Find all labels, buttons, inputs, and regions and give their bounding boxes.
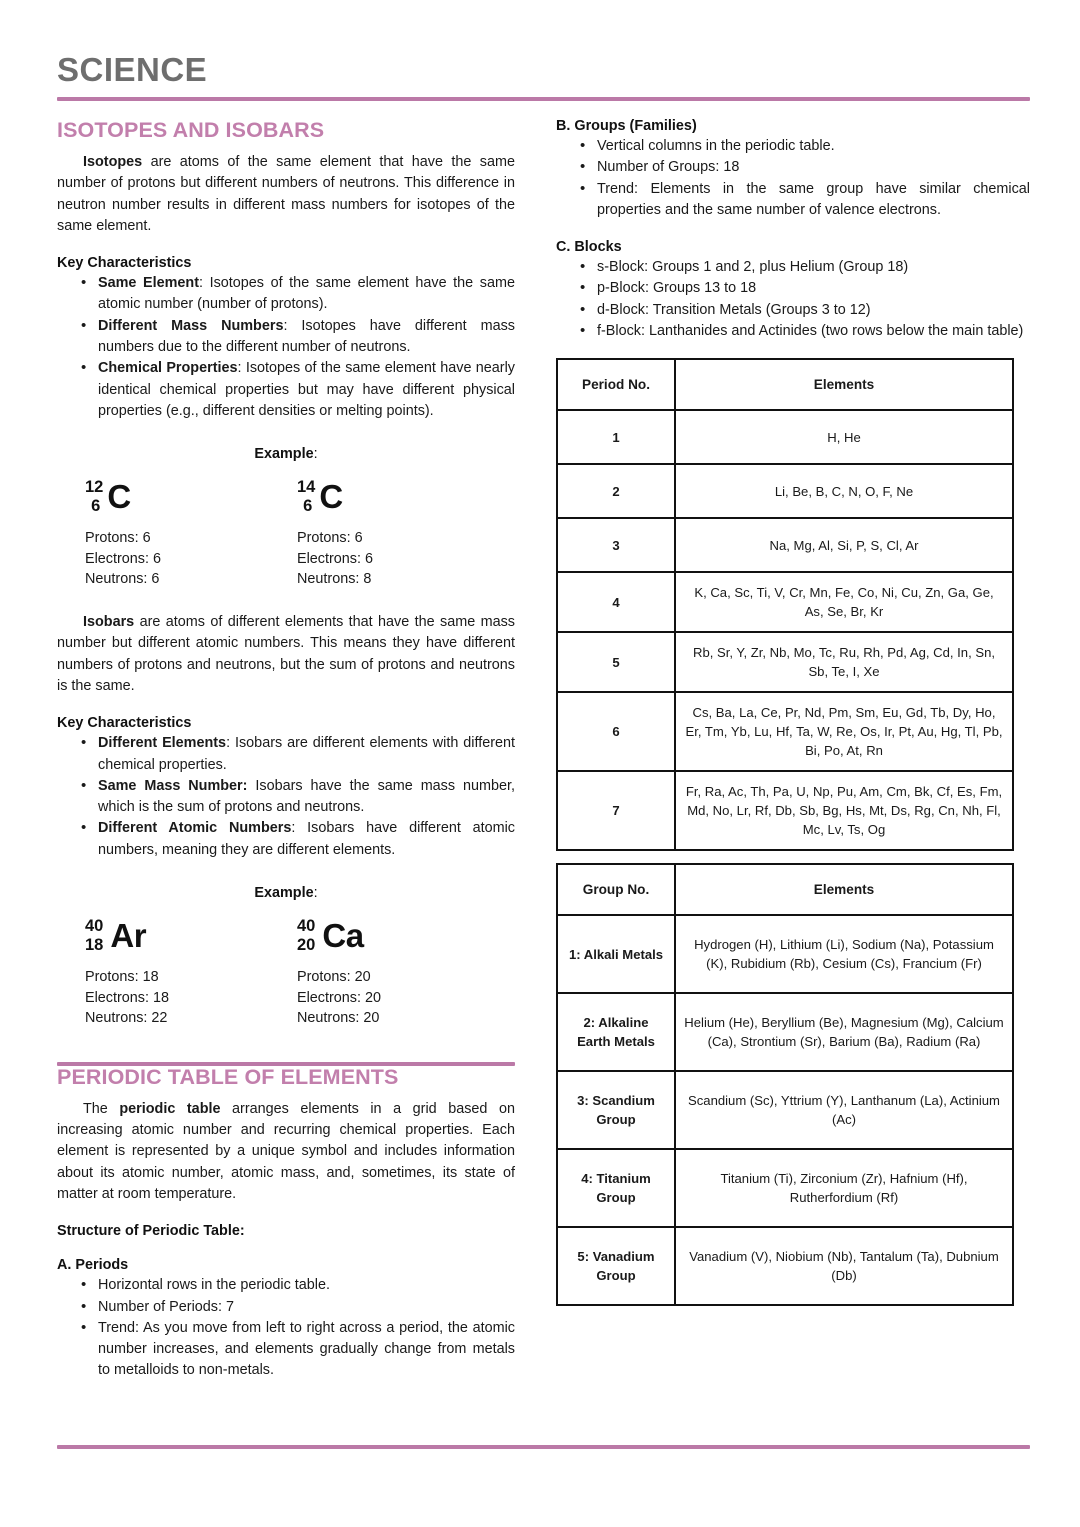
protons-count: Protons: 20 <box>297 969 371 986</box>
cell-group-no: 3: Scandium Group <box>557 1071 675 1149</box>
table-row <box>557 1149 1013 1227</box>
column-header-elements: Elements <box>675 359 1013 410</box>
periods-table <box>556 358 1014 851</box>
nuclide-notation <box>85 911 265 961</box>
cell-elements: Li, Be, B, C, N, O, F, Ne <box>675 464 1013 518</box>
masthead <box>57 52 1030 88</box>
periodic-intro-pre: The <box>83 1100 120 1117</box>
cell-elements: Vanadium (V), Niobium (Nb), Tantalum (Ta), Dubnium (Db) <box>675 1227 1013 1305</box>
nuclide-numbers <box>297 917 318 955</box>
isobars-intro-text: are atoms of different elements that have the same mass number but different atomic numbers. This means they have different numbers of protons and neutrons, but the sum of protons and neutrons is the same. <box>57 614 515 694</box>
nuclide-numbers <box>85 478 103 516</box>
groups-heading: B. Groups (Families) <box>556 118 697 134</box>
example-colon: : <box>313 446 318 463</box>
list-item: • s-Block: Groups 1 and 2, plus Helium (Group 18) <box>578 257 1030 278</box>
list-item: • Trend: Elements in the same group have similar chemical properties and the same number of valence electrons. <box>578 179 1030 222</box>
bullet-term: Chemical Properties <box>98 360 238 377</box>
table-row <box>557 915 1013 993</box>
bullet-text: : Isotopes have different mass numbers due to the different number of neutrons. <box>98 317 515 356</box>
groups-table <box>556 863 1014 1306</box>
footer-divider <box>57 1445 1030 1449</box>
list-item: • Horizontal rows in the periodic table. <box>79 1275 515 1296</box>
protons-count: Protons: 6 <box>85 530 151 547</box>
page-title: SCIENCE <box>57 51 208 88</box>
isotopes-example-label <box>57 446 515 462</box>
column-header-period-no: Period No. <box>557 359 675 410</box>
table-row <box>557 692 1013 771</box>
list-item <box>79 818 515 861</box>
cell-elements: Cs, Ba, La, Ce, Pr, Nd, Pm, Sm, Eu, Gd, Tb, Dy, Ho, Er, Tm, Yb, Lu, Hf, Ta, W, Re, Os, Ir, Pt, Au, Hg, Tl, Pb, Bi, Po, At, Rn <box>675 692 1013 771</box>
nuclide-notation <box>283 911 483 961</box>
table-row <box>557 632 1013 692</box>
example-word: Example <box>254 885 314 902</box>
cell-elements: Hydrogen (H), Lithium (Li), Sodium (Na), Potassium (K), Rubidium (Rb), Cesium (Cs), Francium (Fr) <box>675 915 1013 993</box>
bullet-text: : Isotopes of the same element have nearly identical chemical properties but may have different physical properties (e.g., different densities or melting points). <box>98 360 515 419</box>
bullet-term: Different Atomic Numbers <box>98 820 292 837</box>
nuclide-facts <box>283 967 483 1029</box>
list-item <box>79 273 515 316</box>
cell-period-no: 3 <box>557 518 675 572</box>
bullet-text: : Isobars are different elements with different chemical properties. <box>98 735 516 773</box>
electrons-count: Electrons: 20 <box>297 989 381 1006</box>
table-row <box>557 1227 1013 1305</box>
cell-period-no: 5 <box>557 632 675 692</box>
cell-period-no: 2 <box>557 464 675 518</box>
list-item: • Trend: As you move from left to right across a period, the atomic number increases, and elements gradually change from metals to metalloids to non-metals. <box>79 1318 515 1382</box>
nuclide-notation <box>85 472 265 522</box>
isotopes-intro-term: Isotopes <box>83 154 143 170</box>
protons-count: Protons: 18 <box>85 969 159 986</box>
blocks-list <box>578 257 1030 342</box>
column-header-elements: Elements <box>675 864 1013 915</box>
neutrons-count: Neutrons: 6 <box>85 571 160 588</box>
neutrons-count: Neutrons: 20 <box>297 1010 380 1027</box>
bullet-term: Same Mass Number: <box>98 777 248 794</box>
periods-list <box>79 1275 515 1381</box>
list-item: • d-Block: Transition Metals (Groups 3 to 12) <box>578 300 1030 321</box>
list-item: • Number of Groups: 18 <box>578 157 1030 178</box>
example-colon: : <box>313 885 318 902</box>
table-row <box>557 771 1013 850</box>
cell-elements: H, He <box>675 410 1013 464</box>
table-row <box>557 1071 1013 1149</box>
protons-count: Protons: 6 <box>297 530 363 547</box>
blocks-heading: C. Blocks <box>556 239 622 256</box>
table-row <box>557 993 1013 1071</box>
left-column <box>57 118 515 1382</box>
cell-elements: Rb, Sr, Y, Zr, Nb, Mo, Tc, Ru, Rh, Pd, Ag, Cd, In, Sn, Sb, Te, I, Xe <box>675 632 1013 692</box>
isotopes-key-characteristics-list <box>79 273 515 422</box>
nuclide-argon-40 <box>85 911 265 1029</box>
column-header-group-no: Group No. <box>557 864 675 915</box>
bullet-text: Isobars have the same mass number, which is the sum of protons and neutrons. <box>98 777 515 816</box>
isobars-example-label <box>57 885 515 901</box>
nuclide-facts <box>85 528 265 590</box>
bullet-text: : Isotopes of the same element have the same atomic number (number of protons). <box>98 275 515 313</box>
isotopes-key-characteristics-heading: Key Characteristics <box>57 255 192 272</box>
cell-group-no: 1: Alkali Metals <box>557 915 675 993</box>
table-row <box>557 572 1013 632</box>
nuclide-carbon-14 <box>283 472 483 590</box>
example-word: Example <box>254 446 314 463</box>
bullet-text: : Isobars have different atomic numbers, meaning they are different elements. <box>98 820 515 858</box>
nuclide-notation <box>283 472 483 522</box>
cell-period-no: 6 <box>557 692 675 771</box>
bullet-term: Different Mass Numbers <box>98 317 284 334</box>
table-header-row <box>557 359 1013 410</box>
isotopes-intro-text: are atoms of the same element that have the same number of protons but different numbers of neutrons. This difference in neutron number results in different mass numbers for isotopes of the same element. <box>57 154 515 234</box>
cell-group-no: 2: Alkaline Earth Metals <box>557 993 675 1071</box>
nuclide-numbers <box>85 917 106 955</box>
isobars-key-characteristics-list <box>79 733 515 861</box>
cell-group-no: 4: Titanium Group <box>557 1149 675 1227</box>
electrons-count: Electrons: 6 <box>85 550 161 567</box>
list-item: • p-Block: Groups 13 to 18 <box>578 278 1030 299</box>
right-column <box>556 118 1030 1306</box>
cell-elements: Helium (He), Beryllium (Be), Magnesium (Mg), Calcium (Ca), Strontium (Sr), Barium (Ba), Radium (Ra) <box>675 993 1013 1071</box>
cell-period-no: 4 <box>557 572 675 632</box>
nuclide-carbon-12 <box>85 472 265 590</box>
element-symbol: C <box>107 478 131 516</box>
list-item <box>79 316 515 359</box>
section-title-periodic-table: PERIODIC TABLE OF ELEMENTS <box>57 1064 399 1089</box>
element-symbol: Ca <box>322 917 364 955</box>
isobars-example-row <box>57 911 515 1029</box>
atomic-number: 18 <box>85 936 104 955</box>
nuclide-facts <box>85 967 265 1029</box>
neutrons-count: Neutrons: 22 <box>85 1010 168 1027</box>
mass-number: 14 <box>297 478 316 497</box>
cell-elements: Na, Mg, Al, Si, P, S, Cl, Ar <box>675 518 1013 572</box>
periods-heading: A. Periods <box>57 1257 129 1274</box>
list-item <box>79 776 515 819</box>
bullet-term: Different Elements <box>98 735 227 752</box>
periodic-intro-text: arranges elements in a grid based on increasing atomic number and recurring chemical properties. Each element is represented by a unique symbol and includes information about its atomic number, atomic mass, and, sometimes, its state of matter at room temperature. <box>57 1100 516 1202</box>
table-row <box>557 464 1013 518</box>
nuclide-calcium-40 <box>283 911 483 1029</box>
cell-elements: Titanium (Ti), Zirconium (Zr), Hafnium (Hf), Rutherfordium (Rf) <box>675 1149 1013 1227</box>
table-header-row <box>557 864 1013 915</box>
periodic-intro-paragraph <box>57 1099 515 1205</box>
table-row <box>557 410 1013 464</box>
list-item <box>79 733 515 776</box>
groups-list <box>578 136 1030 221</box>
electrons-count: Electrons: 18 <box>85 989 169 1006</box>
section-title-isotopes: ISOTOPES AND ISOBARS <box>57 118 325 142</box>
cell-elements: Fr, Ra, Ac, Th, Pa, U, Np, Pu, Am, Cm, Bk, Cf, Es, Fm, Md, No, Lr, Rf, Db, Sb, Bg, Hs, Mt, Ds, Rg, Cn, Nh, Fl, Mc, Lv, Ts, Og <box>675 771 1013 850</box>
cell-group-no: 5: Vanadium Group <box>557 1227 675 1305</box>
list-item: • f-Block: Lanthanides and Actinides (two rows below the main table) <box>578 321 1030 342</box>
atomic-number: 6 <box>303 497 313 516</box>
nuclide-numbers <box>297 478 315 516</box>
header-divider <box>57 97 1030 101</box>
bullet-term: Same Element <box>98 275 199 292</box>
isotopes-intro-paragraph <box>57 152 515 237</box>
element-symbol: C <box>319 478 343 516</box>
cell-elements: K, Ca, Sc, Ti, V, Cr, Mn, Fe, Co, Ni, Cu, Zn, Ga, Ge, As, Se, Br, Kr <box>675 572 1013 632</box>
list-item <box>79 358 515 422</box>
mass-number: 12 <box>85 478 104 497</box>
isobars-intro-paragraph <box>57 612 515 697</box>
cell-period-no: 7 <box>557 771 675 850</box>
list-item: • Vertical columns in the periodic table. <box>578 136 1030 157</box>
element-symbol: Ar <box>110 917 147 955</box>
atomic-number: 20 <box>297 936 316 955</box>
nuclide-facts <box>283 528 483 590</box>
atomic-number: 6 <box>91 497 101 516</box>
isobars-intro-term: Isobars <box>83 614 135 631</box>
structure-heading: Structure of Periodic Table: <box>57 1223 245 1240</box>
mass-number: 40 <box>297 917 316 936</box>
cell-elements: Scandium (Sc), Yttrium (Y), Lanthanum (La), Actinium (Ac) <box>675 1071 1013 1149</box>
isobars-key-characteristics-heading: Key Characteristics <box>57 715 192 732</box>
mass-number: 40 <box>85 917 104 936</box>
table-row <box>557 518 1013 572</box>
periodic-intro-term: periodic table <box>119 1100 221 1117</box>
neutrons-count: Neutrons: 8 <box>297 571 372 588</box>
cell-period-no: 1 <box>557 410 675 464</box>
list-item: • Number of Periods: 7 <box>79 1297 515 1318</box>
isotopes-example-row <box>57 472 515 590</box>
electrons-count: Electrons: 6 <box>297 550 373 567</box>
